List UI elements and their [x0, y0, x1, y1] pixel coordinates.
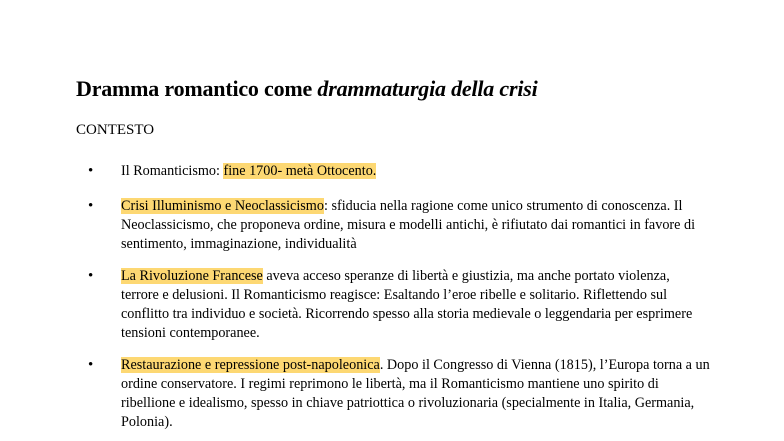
bullet-icon: • [88, 163, 94, 179]
page-title [76, 76, 538, 102]
highlighted-text: fine 1700- metà Ottocento. [223, 163, 377, 179]
bullet-prefix: Il Romanticismo: [121, 163, 224, 179]
title-italic: drammaturgia della crisi [317, 76, 538, 101]
title-normal: Dramma romantico come [76, 76, 318, 101]
bullet-text [121, 197, 711, 254]
highlighted-text: Restaurazione e repressione post-napoleonica [121, 357, 380, 373]
bullet-text [121, 267, 711, 343]
bullet-icon: • [88, 357, 94, 373]
bullet-text [121, 356, 711, 432]
highlighted-text: La Rivoluzione Francese [121, 268, 263, 284]
bullet-text [121, 162, 711, 181]
bullet-icon: • [88, 268, 94, 284]
bullet-icon: • [88, 198, 94, 214]
highlighted-text: Crisi Illuminismo e Neoclassicismo [121, 198, 324, 214]
bullet-rest: . Dopo il Congresso di Vienna (1815), l’Europa torna a un ordine conservatore. I regimi reprimono le libertà, ma il Romanticismo mantiene uno spirito di ribellione e idealismo, spesso in chiave patriottica o rivoluzionaria (specialmente in Italia, Germania, Polonia). [121, 357, 710, 430]
section-heading: CONTESTO [76, 122, 155, 138]
bullet-rest: : sfiducia nella ragione come unico strumento di conoscenza. Il Neoclassicismo, che proponeva ordine, misura e modelli antichi, è rifiutato dai romantici in favore di sentimento, immaginazione, individualità [121, 198, 696, 252]
bullet-rest: aveva acceso speranze di libertà e giustizia, ma anche portato violenza, terrore e delusioni. Il Romanticismo reagisce: Esaltando l’eroe ribelle e solitario. Riflettendo sul conflitto tra individuo e società. Ricorrendo spesso alla storia medievale o leggendaria per esprimere tensioni contemporanee. [121, 268, 693, 341]
